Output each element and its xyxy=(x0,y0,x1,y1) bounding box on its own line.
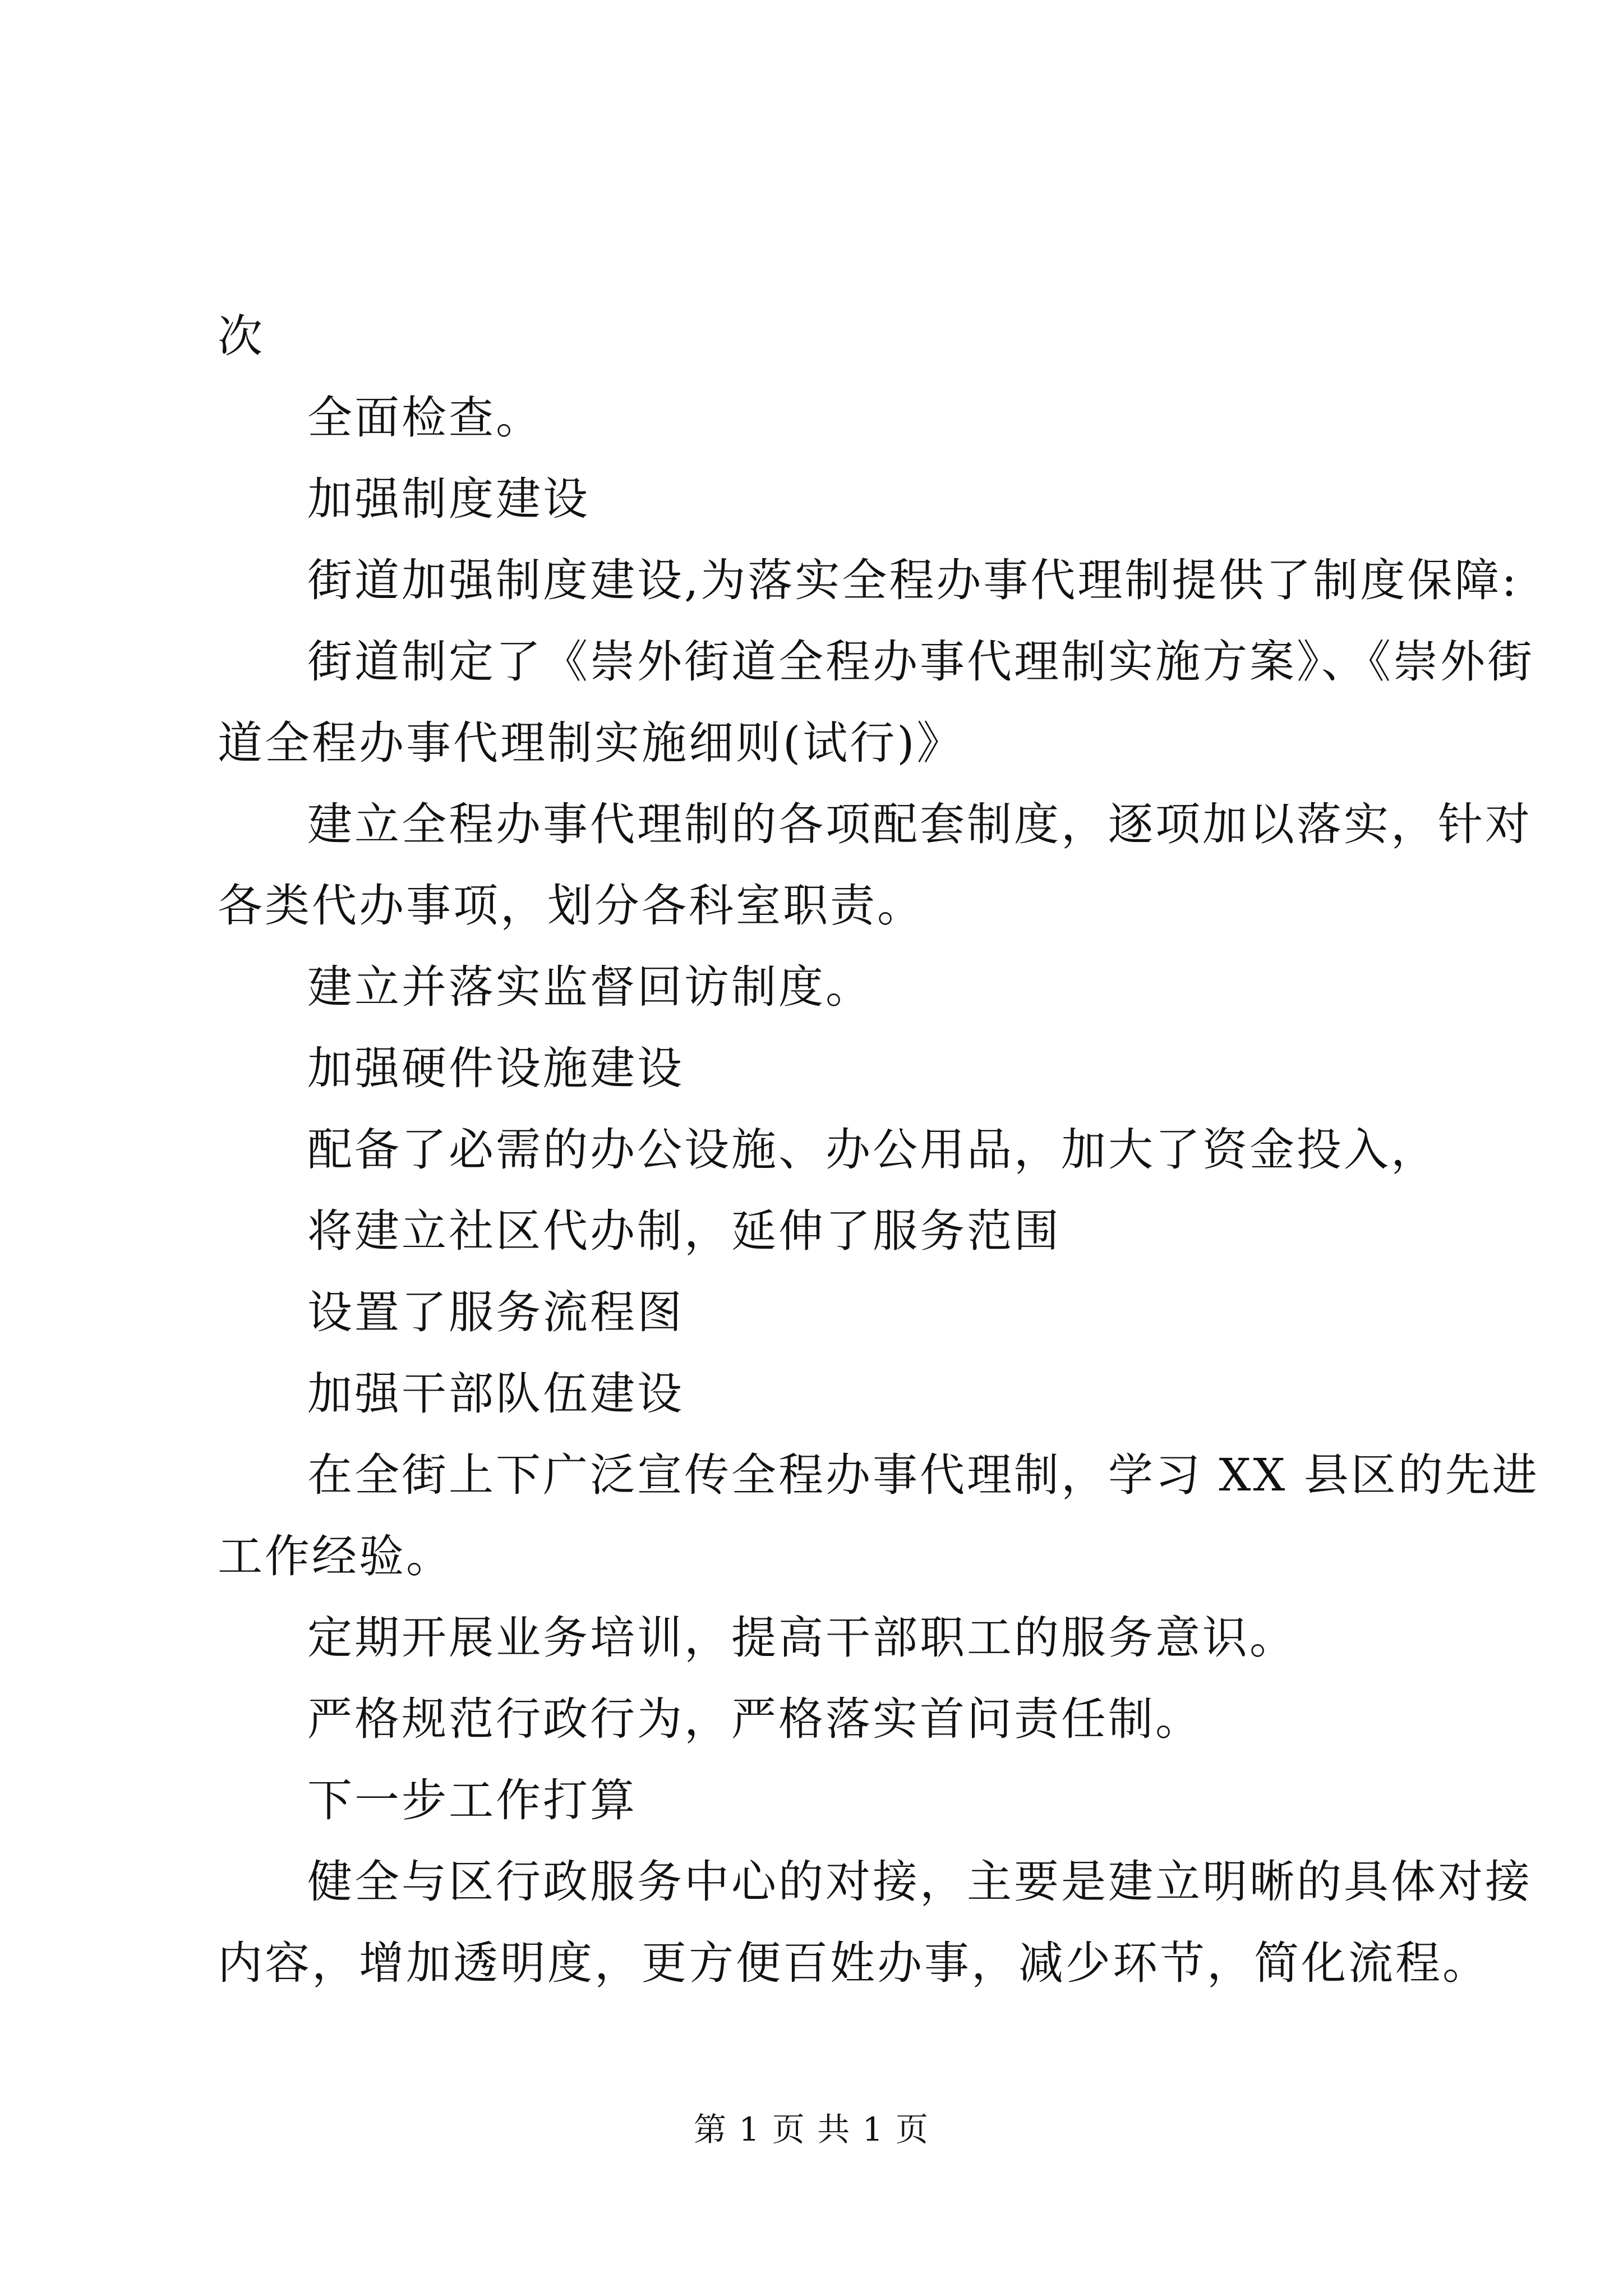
text-line: 各类代办事项，划分各科室职责。 xyxy=(218,880,924,932)
text-line: 建立并落实监督回访制度。 xyxy=(307,961,873,1013)
text-line: 街道加强制度建设,为落实全程办事代理制提供了制度保障: xyxy=(307,554,1519,606)
text-line: 定期开展业务培训，提高干部职工的服务意识。 xyxy=(307,1612,1297,1664)
section-heading: 加强制度建设 xyxy=(307,473,590,525)
text-line: 道全程办事代理制实施细则(试行)》 xyxy=(218,717,964,769)
text-line: 街道制定了《崇外街道全程办事代理制实施方案》、《崇外街 xyxy=(307,636,1534,688)
text-line: 严格规范行政行为，严格落实首问责任制。 xyxy=(307,1693,1202,1745)
text-line: 次 xyxy=(218,310,265,362)
text-line: 内容，增加透明度，更方便百姓办事，减少环节，简化流程。 xyxy=(218,1937,1490,1989)
text-line: 设置了服务流程图 xyxy=(307,1286,684,1338)
text-line: 建立全程办事代理制的各项配套制度，逐项加以落实，针对 xyxy=(307,798,1532,850)
section-heading: 加强硬件设施建设 xyxy=(307,1042,684,1094)
text-line: 全面检查。 xyxy=(307,392,543,444)
section-heading: 下一步工作打算 xyxy=(307,1774,637,1826)
text-line: 工作经验。 xyxy=(218,1530,453,1582)
text-line: 健全与区行政服务中心的对接，主要是建立明晰的具体对接 xyxy=(307,1856,1532,1908)
text-line: 配备了必需的办公设施、办公用品，加大了资金投入， xyxy=(307,1124,1438,1176)
section-heading: 加强干部队伍建设 xyxy=(307,1368,684,1420)
text-line: 将建立社区代办制，延伸了服务范围 xyxy=(307,1205,1061,1257)
text-line: 在全街上下广泛宣传全程办事代理制，学习 XX 县区的先进 xyxy=(307,1449,1539,1501)
page-footer: 第 1 页 共 1 页 xyxy=(694,2110,929,2148)
